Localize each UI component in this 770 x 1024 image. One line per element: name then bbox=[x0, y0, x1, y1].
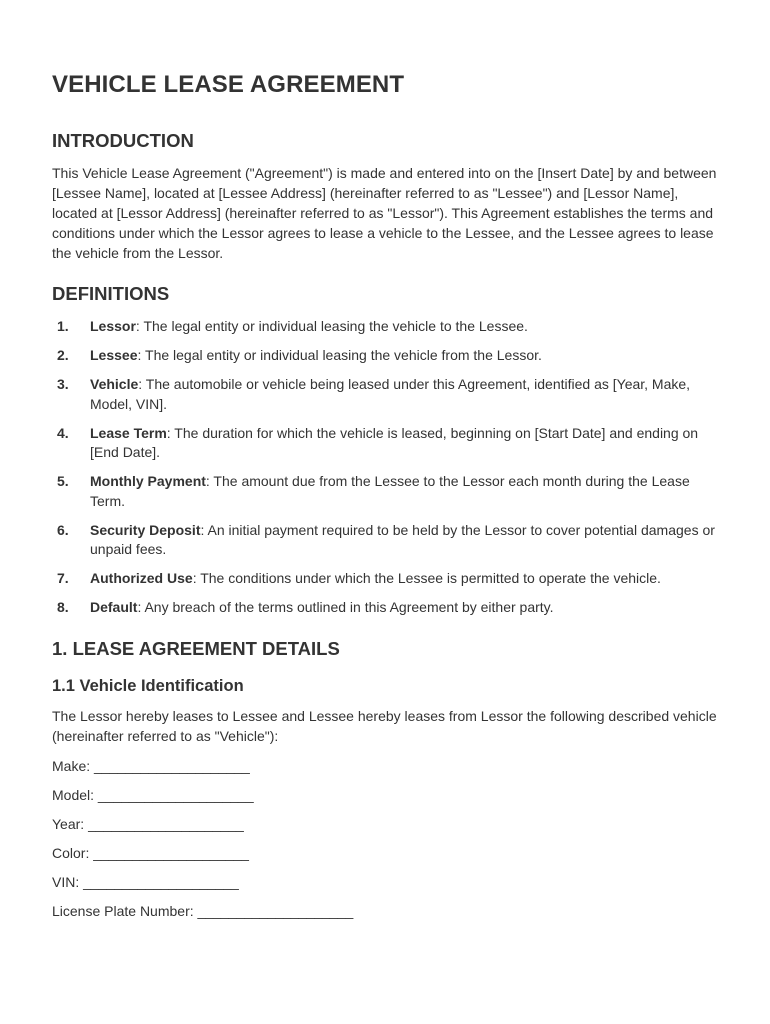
introduction-paragraph: This Vehicle Lease Agreement ("Agreement") is made and entered into on the [Insert Date] by and between [Lessee Name], located at [Lessee Address] (hereinafter referred to as "Lessee") and [Lessor Name], located at [Lessor Address] (hereinafter referred to as "Lessor"). This Agreement establishes the terms and conditions under which the Lessor agrees to lease a vehicle to the Lessee, and the Lessee agrees to lease the vehicle from the Lessor. bbox=[52, 165, 717, 261]
definition-item bbox=[52, 598, 718, 618]
definition-term: Monthly Payment bbox=[90, 473, 206, 489]
definition-number: 2. bbox=[57, 347, 69, 363]
vehicle-identification-heading: 1.1 Vehicle Identification bbox=[52, 676, 244, 695]
definitions-list bbox=[52, 317, 718, 618]
definition-item bbox=[52, 569, 718, 589]
model-field: Model: ____________________ bbox=[52, 786, 254, 803]
definition-term: Lessor bbox=[90, 318, 136, 334]
introduction-heading: INTRODUCTION bbox=[52, 130, 194, 151]
color-field: Color: ____________________ bbox=[52, 844, 249, 861]
definition-item bbox=[52, 317, 718, 337]
definition-number: 1. bbox=[57, 318, 69, 334]
definitions-heading: DEFINITIONS bbox=[52, 283, 170, 304]
vin-field: VIN: ____________________ bbox=[52, 873, 239, 890]
lease-details-heading: 1. LEASE AGREEMENT DETAILS bbox=[52, 637, 340, 659]
definition-term: Vehicle bbox=[90, 376, 139, 392]
definition-text: : The legal entity or individual leasing the vehicle to the Lessee. bbox=[135, 318, 528, 334]
definition-text: : The automobile or vehicle being leased under this Agreement, identified as [Year, Make, Model, VIN]. bbox=[90, 376, 691, 412]
vehicle-identification-paragraph: The Lessor hereby leases to Lessee and Lessee hereby leases from Lessor the following described vehicle (hereinafter referred to as "Vehicle"): bbox=[52, 707, 717, 744]
definition-text: : An initial payment required to be held by the Lessor to cover potential damages or unpaid fees. bbox=[90, 521, 715, 557]
definition-term: Authorized Use bbox=[90, 570, 193, 586]
definition-item bbox=[52, 424, 718, 463]
document-title: VEHICLE LEASE AGREEMENT bbox=[52, 71, 405, 98]
definition-number: 3. bbox=[57, 376, 69, 392]
definition-number: 7. bbox=[57, 570, 69, 586]
definition-term: Security Deposit bbox=[90, 521, 201, 538]
definition-number: 6. bbox=[57, 521, 69, 538]
definition-number: 4. bbox=[57, 424, 69, 441]
definition-term: Lessee bbox=[90, 347, 138, 363]
license-plate-field: License Plate Number: ____________________ bbox=[52, 902, 354, 919]
definition-text: : The duration for which the vehicle is leased, beginning on [Start Date] and ending on [End Date]. bbox=[90, 424, 699, 460]
definition-item bbox=[52, 346, 718, 366]
definition-text: : Any breach of the terms outlined in this Agreement by either party. bbox=[137, 599, 554, 615]
year-field: Year: ____________________ bbox=[52, 815, 244, 832]
definition-text: : The conditions under which the Lessee is permitted to operate the vehicle. bbox=[192, 570, 661, 586]
definition-item bbox=[52, 521, 718, 560]
definition-number: 5. bbox=[57, 473, 69, 489]
definition-item bbox=[52, 375, 718, 414]
definition-number: 8. bbox=[57, 599, 69, 615]
definition-term: Default bbox=[90, 599, 138, 615]
definition-term: Lease Term bbox=[90, 424, 167, 441]
definition-item bbox=[52, 472, 718, 511]
definition-text: : The amount due from the Lessee to the Lessor each month during the Lease Term. bbox=[90, 473, 690, 509]
definition-text: : The legal entity or individual leasing the vehicle from the Lessor. bbox=[137, 347, 542, 363]
make-field: Make: ____________________ bbox=[52, 757, 250, 774]
